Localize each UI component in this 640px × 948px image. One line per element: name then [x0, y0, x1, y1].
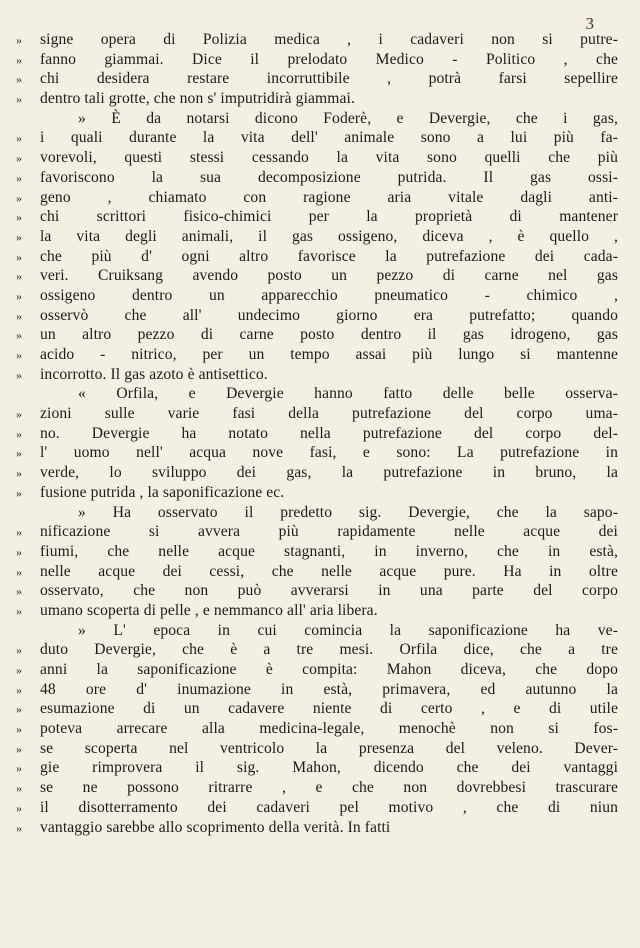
line-text: incorrotto. Il gas azoto è antisettico.: [40, 365, 268, 383]
line-text: umano scoperta di pelle , e nemmanco all' aria libera.: [40, 601, 378, 619]
line-text: » L' epoca in cui comincia la saponificazione ha ve-: [78, 621, 618, 639]
line-text: fusione putrida , la saponificazione ec.: [40, 483, 285, 501]
text-line: [16, 660, 618, 680]
text-line: [16, 128, 618, 148]
quote-mark: »: [16, 229, 22, 244]
quote-mark: »: [16, 761, 22, 776]
text-line: [16, 503, 618, 523]
quote-mark: »: [16, 328, 22, 343]
quote-mark: »: [16, 426, 22, 441]
text-line: [16, 207, 618, 227]
line-text: » Ha osservato il predetto sig. Devergie, che la sapo-: [78, 503, 618, 521]
quote-mark: »: [16, 367, 22, 382]
quote-mark: »: [16, 781, 22, 796]
quote-mark: »: [16, 485, 22, 500]
text-line: [16, 50, 618, 70]
quote-mark: »: [16, 446, 22, 461]
quote-mark: »: [16, 170, 22, 185]
quote-mark: »: [16, 92, 22, 107]
quote-mark: »: [16, 308, 22, 323]
quote-mark: »: [16, 131, 22, 146]
text-line: [16, 640, 618, 660]
text-line: [16, 286, 618, 306]
line-text: gie rimprovera il sig. Mahon, dicendo che dei vantaggi: [40, 759, 618, 777]
quote-mark: »: [16, 249, 22, 264]
text-line: [16, 404, 618, 424]
quote-mark: »: [16, 603, 22, 618]
line-text: vorevoli, questi stessi cessando la vita sono quelli che più: [40, 149, 618, 167]
line-text: chi scrittori fisico-chimici per la proprietà di mantener: [40, 208, 618, 226]
text-line: [16, 306, 618, 326]
line-text: i quali durante la vita dell' animale sono a lui più fa-: [40, 129, 618, 147]
text-line: [16, 365, 618, 385]
line-text: zioni sulle varie fasi della putrefazione del corpo uma-: [40, 405, 618, 423]
text-line: [16, 89, 618, 109]
text-line: [16, 247, 618, 267]
quote-mark: »: [16, 210, 22, 225]
line-text: duto Devergie, che è a tre mesi. Orfila dice, che a tre: [40, 641, 618, 659]
page-number: 3: [585, 14, 594, 33]
quote-mark: »: [16, 544, 22, 559]
text-line: [16, 443, 618, 463]
quote-mark: »: [16, 820, 22, 835]
line-text: geno , chiamato con ragione aria vitale dagli anti-: [40, 188, 618, 206]
line-text: se ne possono ritrarre , e che non dovrebbesi trascurare: [40, 779, 618, 797]
line-text: osservato, che non può avverarsi in una parte del corpo: [40, 582, 618, 600]
line-text: nelle acque dei cessi, che nelle acque pure. Ha in oltre: [40, 562, 618, 580]
text-line: [16, 621, 618, 641]
quote-mark: »: [16, 663, 22, 677]
line-text: osservò che all' undecimo giorno era putrefatto; quando: [40, 306, 618, 324]
text-line: [16, 424, 618, 444]
line-text: chi desidera restare incorruttibile , potrà farsi sepellire: [40, 70, 618, 88]
body-text: [16, 30, 618, 837]
text-line: [16, 384, 618, 404]
text-line: [16, 699, 618, 719]
text-line: [16, 109, 618, 129]
quote-mark: »: [16, 643, 22, 658]
text-line: [16, 818, 618, 838]
quote-mark: »: [16, 33, 22, 47]
text-line: [16, 601, 618, 621]
line-text: esumazione di un cadavere niente di certo , e di utile: [40, 700, 618, 718]
text-line: [16, 758, 618, 778]
quote-mark: »: [16, 525, 22, 540]
text-line: [16, 188, 618, 208]
line-text: nificazione si avvera più rapidamente nelle acque dei: [40, 523, 618, 541]
text-line: [16, 778, 618, 798]
text-line: [16, 719, 618, 739]
text-line: [16, 168, 618, 188]
text-line: [16, 562, 618, 582]
line-text: 48 ore d' inumazione in està, primavera, ed autunno la: [40, 680, 618, 698]
text-line: [16, 522, 618, 542]
text-line: [16, 345, 618, 365]
quote-mark: »: [16, 722, 22, 737]
text-line: [16, 148, 618, 168]
quote-mark: »: [16, 584, 22, 599]
text-line: [16, 798, 618, 818]
line-text: un altro pezzo di carne posto dentro il gas idrogeno, gas: [40, 326, 618, 344]
text-line: [16, 739, 618, 759]
line-text: l' uomo nell' acqua nove fasi, e sono: La putrefazione in: [40, 444, 618, 462]
line-text: acido - nitrico, per un tempo assai più lungo si mantenne: [40, 346, 618, 363]
text-line: [16, 30, 618, 50]
line-text: veri. Cruiksang avendo posto un pezzo di carne nel gas: [40, 267, 618, 285]
line-text: « Orfila, e Devergie hanno fatto delle belle osserva-: [78, 385, 618, 403]
line-text: signe opera di Polizia medica , i cadaveri non si putre-: [40, 31, 618, 48]
line-text: ossigeno dentro un apparecchio pneumatico - chimico ,: [40, 286, 618, 304]
quote-mark: »: [16, 564, 22, 579]
line-text: fanno giammai. Dice il prelodato Medico - Politico , che: [40, 50, 618, 68]
quote-mark: »: [16, 269, 22, 284]
line-text: se scoperta nel ventricolo la presenza del veleno. Dever-: [40, 739, 618, 757]
quote-mark: »: [16, 52, 22, 67]
quote-mark: »: [16, 682, 22, 697]
text-line: [16, 463, 618, 483]
quote-mark: »: [16, 466, 22, 481]
text-line: [16, 325, 618, 345]
line-text: dentro tali grotte, che non s' imputridirà giammai.: [40, 90, 355, 108]
line-text: vantaggio sarebbe allo scoprimento della verità. In fatti: [40, 818, 391, 836]
line-text: la vita degli animali, il gas ossigeno, diceva , è quello ,: [40, 227, 618, 245]
text-line: [16, 266, 618, 286]
quote-mark: »: [16, 72, 22, 87]
quote-mark: »: [16, 702, 22, 717]
text-line: [16, 542, 618, 562]
text-line: [16, 227, 618, 247]
text-line: [16, 680, 618, 700]
text-line: [16, 69, 618, 89]
quote-mark: »: [16, 151, 22, 166]
line-text: » È da notarsi dicono Foderè, e Devergie, che i gas,: [78, 109, 618, 127]
quote-mark: »: [16, 407, 22, 422]
text-line: [16, 581, 618, 601]
quote-mark: »: [16, 741, 22, 756]
quote-mark: »: [16, 800, 22, 815]
line-text: che più d' ogni altro favorisce la putrefazione dei cada-: [40, 247, 618, 265]
quote-mark: »: [16, 190, 22, 205]
line-text: anni la saponificazione è compita: Mahon diceva, che dopo: [40, 661, 618, 678]
text-line: [16, 483, 618, 503]
quote-mark: »: [16, 348, 22, 362]
line-text: no. Devergie ha notato nella putrefazione del corpo del-: [40, 424, 618, 442]
line-text: verde, lo sviluppo dei gas, la putrefazione in bruno, la: [40, 464, 618, 482]
quote-mark: »: [16, 288, 22, 303]
line-text: fiumi, che nelle acque stagnanti, in inverno, che in està,: [40, 542, 618, 560]
line-text: favoriscono la sua decomposizione putrida. Il gas ossi-: [40, 168, 618, 186]
line-text: il disotterramento dei cadaveri pel motivo , che di niun: [40, 798, 618, 816]
line-text: poteva arrecare alla medicina-legale, menochè non si fos-: [40, 720, 618, 738]
